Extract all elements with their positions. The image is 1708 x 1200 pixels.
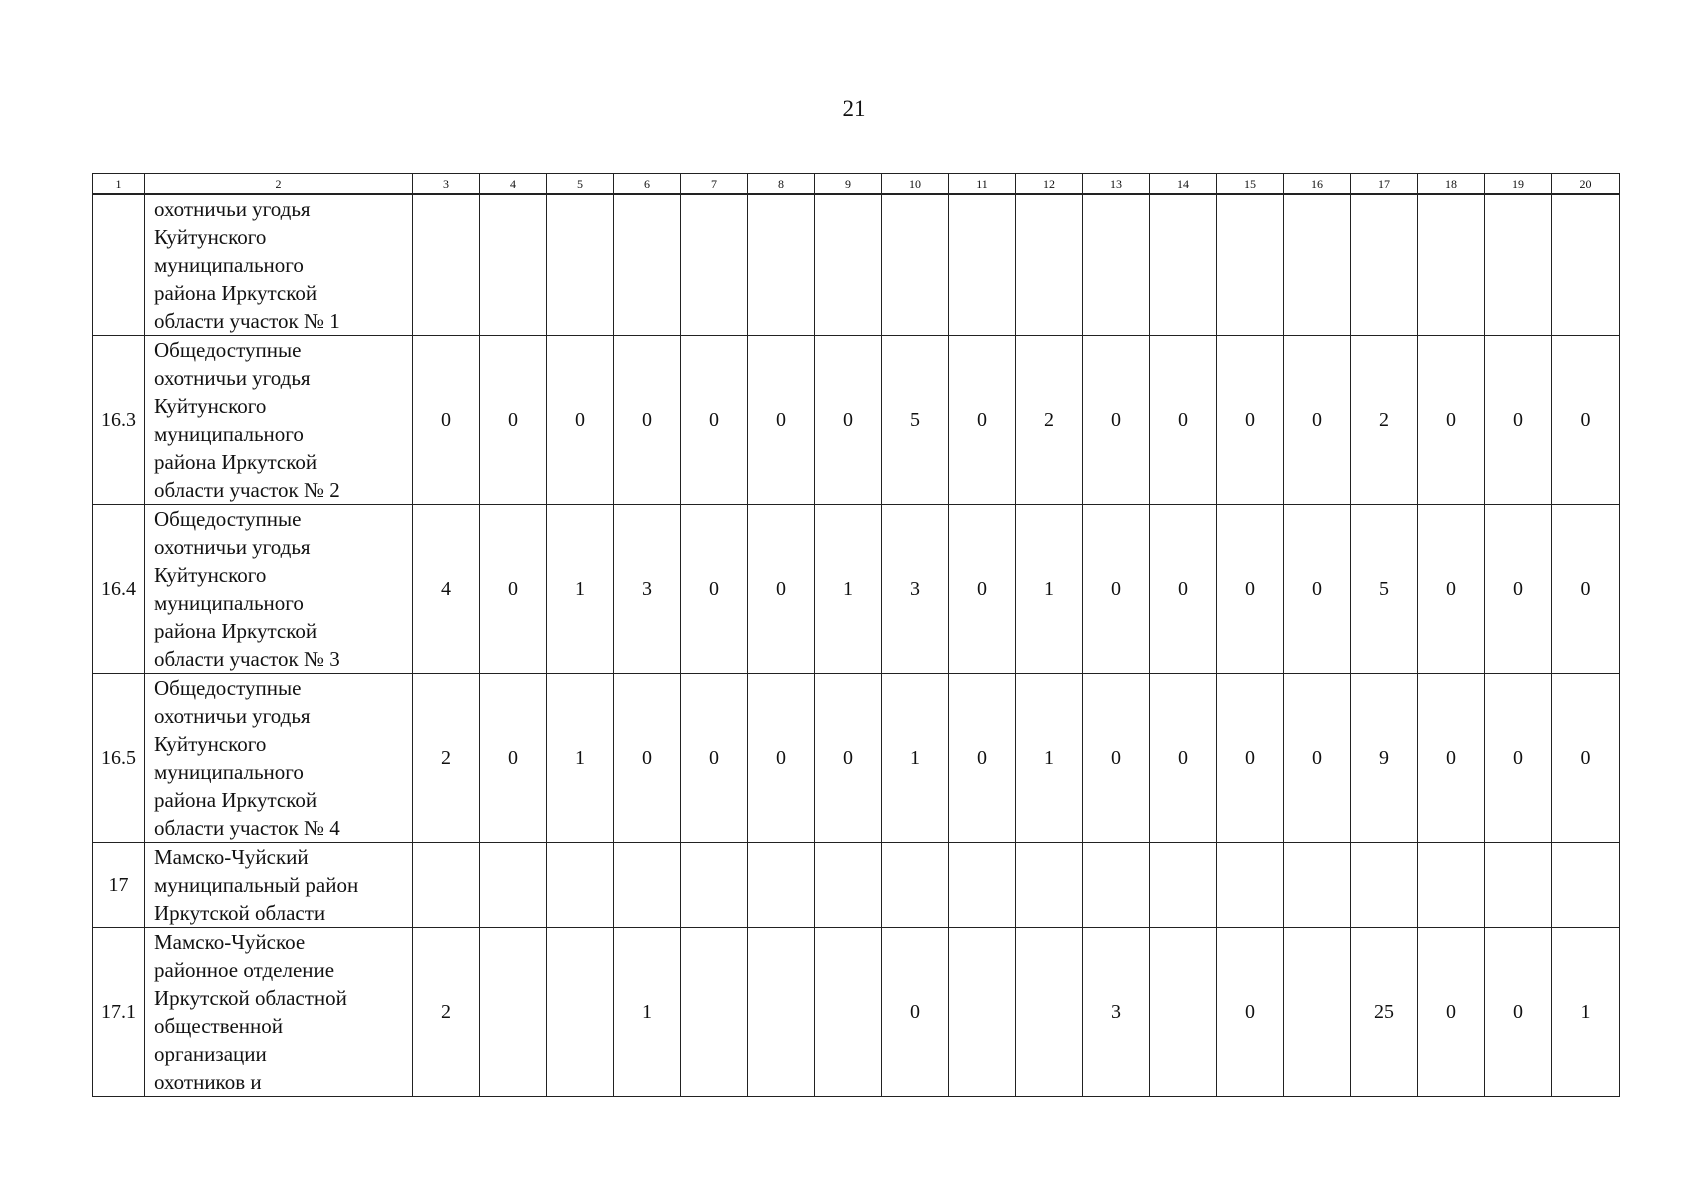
table-cell <box>413 194 480 336</box>
column-number: 12 <box>1016 174 1083 195</box>
table-cell: 1 <box>1552 928 1620 1097</box>
table-cell <box>1552 194 1620 336</box>
column-number: 17 <box>1351 174 1418 195</box>
table-cell: 0 <box>480 336 547 505</box>
table-cell: 1 <box>547 674 614 843</box>
table-cell: 0 <box>1217 928 1284 1097</box>
table-cell: 3 <box>614 505 681 674</box>
table-cell <box>882 194 949 336</box>
column-number: 1 <box>93 174 145 195</box>
table-cell <box>815 928 882 1097</box>
column-number: 7 <box>681 174 748 195</box>
table-cell: 0 <box>413 336 480 505</box>
table-cell: 0 <box>1418 505 1485 674</box>
table-cell <box>815 843 882 928</box>
column-number: 10 <box>882 174 949 195</box>
row-name: Общедоступные охотничьи угодья Куйтунского муниципального района Иркутской области участок № 4 <box>145 674 413 843</box>
table-cell: 1 <box>815 505 882 674</box>
table-cell: 0 <box>681 674 748 843</box>
table-row <box>93 843 1620 928</box>
table-cell: 0 <box>949 336 1016 505</box>
column-number: 18 <box>1418 174 1485 195</box>
table-cell: 1 <box>1016 505 1083 674</box>
row-number: 16.3 <box>93 336 145 505</box>
table-row <box>93 674 1620 843</box>
row-number: 17.1 <box>93 928 145 1097</box>
table-cell: 0 <box>1552 674 1620 843</box>
table-cell: 0 <box>480 674 547 843</box>
table-cell <box>1485 843 1552 928</box>
table-cell: 0 <box>748 505 815 674</box>
table-cell <box>1016 843 1083 928</box>
column-number: 13 <box>1083 174 1150 195</box>
table-cell: 3 <box>1083 928 1150 1097</box>
column-number: 4 <box>480 174 547 195</box>
table-cell: 5 <box>1351 505 1418 674</box>
page-number: 21 <box>842 96 866 121</box>
table-cell: 0 <box>1485 336 1552 505</box>
table-cell: 0 <box>1485 674 1552 843</box>
row-name: Мамско-Чуйский муниципальный район Иркутской области <box>145 843 413 928</box>
table-cell <box>614 843 681 928</box>
table-cell: 2 <box>1351 336 1418 505</box>
row-name: Общедоступные охотничьи угодья Куйтунского муниципального района Иркутской области участок № 2 <box>145 336 413 505</box>
table-cell: 1 <box>882 674 949 843</box>
column-number: 8 <box>748 174 815 195</box>
table-cell: 9 <box>1351 674 1418 843</box>
table-cell <box>1217 194 1284 336</box>
column-number: 16 <box>1284 174 1351 195</box>
column-number: 6 <box>614 174 681 195</box>
table-cell <box>1351 843 1418 928</box>
table-cell: 0 <box>1284 505 1351 674</box>
table-cell: 0 <box>1418 674 1485 843</box>
table-cell: 0 <box>1552 505 1620 674</box>
table-cell <box>547 194 614 336</box>
table-cell: 0 <box>681 505 748 674</box>
column-number: 15 <box>1217 174 1284 195</box>
table-cell <box>1552 843 1620 928</box>
table-cell: 0 <box>1485 928 1552 1097</box>
table-cell: 0 <box>1150 336 1217 505</box>
table-row <box>93 928 1620 1097</box>
table-cell <box>949 928 1016 1097</box>
table-cell <box>1418 843 1485 928</box>
table-cell <box>1150 928 1217 1097</box>
data-table <box>92 173 1620 1097</box>
table-cell: 3 <box>882 505 949 674</box>
table-cell: 0 <box>815 674 882 843</box>
table-cell <box>1284 194 1351 336</box>
row-number: 16.5 <box>93 674 145 843</box>
table-row <box>93 505 1620 674</box>
table-row <box>93 194 1620 336</box>
table-cell: 0 <box>949 674 1016 843</box>
table-cell <box>1083 843 1150 928</box>
column-number: 9 <box>815 174 882 195</box>
table-cell: 2 <box>413 928 480 1097</box>
table-cell: 0 <box>1217 674 1284 843</box>
table-cell <box>748 928 815 1097</box>
table-cell <box>748 843 815 928</box>
table-cell <box>949 194 1016 336</box>
table-cell <box>1351 194 1418 336</box>
table-cell <box>1083 194 1150 336</box>
table-cell: 25 <box>1351 928 1418 1097</box>
table-cell: 4 <box>413 505 480 674</box>
table-cell <box>1016 194 1083 336</box>
table-cell: 2 <box>413 674 480 843</box>
row-number: 17 <box>93 843 145 928</box>
table-cell: 0 <box>1217 336 1284 505</box>
column-number: 20 <box>1552 174 1620 195</box>
table-cell <box>949 843 1016 928</box>
table-cell: 1 <box>614 928 681 1097</box>
table-cell: 0 <box>1418 928 1485 1097</box>
table-cell <box>1284 843 1351 928</box>
table-cell: 0 <box>1083 505 1150 674</box>
table-cell: 0 <box>614 336 681 505</box>
row-name: Мамско-Чуйское районное отделение Иркутской областной общественной организации охотников и <box>145 928 413 1097</box>
table-cell <box>480 194 547 336</box>
table-cell <box>882 843 949 928</box>
table-cell <box>413 843 480 928</box>
table-cell: 1 <box>1016 674 1083 843</box>
table-cell <box>1284 928 1351 1097</box>
table-cell: 0 <box>480 505 547 674</box>
column-number: 5 <box>547 174 614 195</box>
column-number: 2 <box>145 174 413 195</box>
table-cell <box>480 928 547 1097</box>
table-cell: 0 <box>1485 505 1552 674</box>
table-cell: 0 <box>1150 674 1217 843</box>
table-cell: 0 <box>1217 505 1284 674</box>
row-name: охотничьи угодья Куйтунского муниципального района Иркутской области участок № 1 <box>145 194 413 336</box>
table-cell <box>1150 194 1217 336</box>
row-name: Общедоступные охотничьи угодья Куйтунского муниципального района Иркутской области участок № 3 <box>145 505 413 674</box>
table-cell: 0 <box>1552 336 1620 505</box>
table-cell: 0 <box>1284 674 1351 843</box>
table-cell <box>1150 843 1217 928</box>
table-cell: 0 <box>748 336 815 505</box>
table-cell: 0 <box>748 674 815 843</box>
table-cell <box>1217 843 1284 928</box>
table-cell: 0 <box>949 505 1016 674</box>
table-cell <box>681 928 748 1097</box>
table-cell <box>748 194 815 336</box>
table-cell <box>815 194 882 336</box>
column-number: 14 <box>1150 174 1217 195</box>
table-cell <box>480 843 547 928</box>
table-cell: 0 <box>681 336 748 505</box>
table-cell <box>547 928 614 1097</box>
table-cell: 1 <box>547 505 614 674</box>
table-cell: 0 <box>1083 336 1150 505</box>
table-cell: 0 <box>1284 336 1351 505</box>
table-cell: 0 <box>614 674 681 843</box>
table-cell: 0 <box>547 336 614 505</box>
table-cell: 0 <box>1418 336 1485 505</box>
row-number <box>93 194 145 336</box>
table-row <box>93 336 1620 505</box>
table-cell <box>681 843 748 928</box>
row-number: 16.4 <box>93 505 145 674</box>
table-cell <box>1016 928 1083 1097</box>
table-cell: 0 <box>815 336 882 505</box>
table-cell <box>1418 194 1485 336</box>
column-number-row <box>93 174 1620 195</box>
table-cell: 0 <box>882 928 949 1097</box>
table-cell: 2 <box>1016 336 1083 505</box>
table-cell <box>547 843 614 928</box>
column-number: 11 <box>949 174 1016 195</box>
table-cell <box>614 194 681 336</box>
column-number: 19 <box>1485 174 1552 195</box>
table-body <box>93 194 1620 1097</box>
table-cell <box>1485 194 1552 336</box>
table-cell: 0 <box>1083 674 1150 843</box>
table-cell <box>681 194 748 336</box>
table-cell: 5 <box>882 336 949 505</box>
table-cell: 0 <box>1150 505 1217 674</box>
column-number: 3 <box>413 174 480 195</box>
